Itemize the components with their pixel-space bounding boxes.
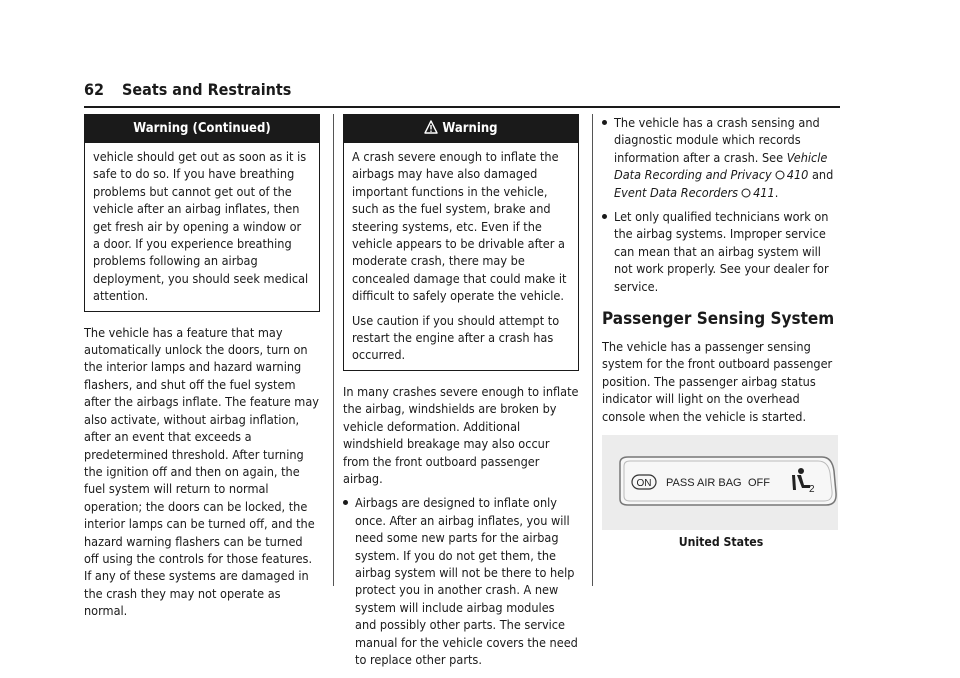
bullet-icon — [602, 214, 607, 219]
warning-triangle-icon — [424, 120, 438, 134]
column-3 — [602, 114, 840, 552]
warning-header — [344, 115, 578, 143]
page-reference-icon — [741, 188, 751, 198]
page-reference[interactable]: 411 — [753, 184, 775, 200]
cross-reference-link[interactable]: Vehicle Data Recording and Privacy — [614, 149, 828, 183]
warning-title: Warning — [442, 121, 498, 136]
column-divider — [333, 114, 334, 586]
figure-caption: United States — [678, 535, 764, 550]
warning-paragraph: vehicle should get out as soon as it is safe to do so. If you have breathing problems but cannot get out of the vehicle after an airbag inflates, then get fresh air by opening a window or a door. If you experience breathing problems following an airbag deployment, you should seek medical attention. — [93, 149, 309, 304]
pass-air-bag-label: PASS AIR BAG — [666, 477, 742, 490]
list-item: Let only qualified technicians work on the airbag systems. Improper service can mean that an airbag system will not work properly. See your dealer for service. — [602, 208, 840, 295]
column-divider — [592, 114, 593, 586]
bullet-icon — [343, 500, 348, 505]
body-paragraph: In many crashes severe enough to inflate the airbag, windshields are broken by vehicle deformation. Additional windshield breakage may also occur from the front outboard passenger airbag. — [343, 383, 579, 486]
page-reference[interactable]: 410 — [786, 167, 809, 183]
section-heading: Passenger Sensing System — [602, 309, 835, 330]
body-paragraph: The vehicle has a feature that may automatically unlock the doors, turn on the interior lamps and hazard warning flashers, and shut off the fuel system after the airbags inflate. The feature may also activate, without airbag inflation, after an event that exceeds a predetermined threshold. After turning the ignition off and then on again, the fuel system will return to normal operation; the doors can be locked, the interior lamps can be turned off, and the hazard warning flashers can be turned off using the controls for those features. If any of these systems are damaged in the crash they may not operate as normal. — [84, 324, 319, 619]
warning-paragraph: Use caution if you should attempt to restart the engine after a crash has occurred. — [352, 312, 560, 363]
warning-paragraph: A crash severe enough to inflate the airbags may have also damaged important functions in the vehicle, such as the fuel system, brake and steering systems, etc. Even if the vehicle appears to be drivable after a moderate crash, there may be concealed damage that could make it difficult to safely operate the vehicle. — [352, 149, 567, 304]
warning-body — [344, 143, 578, 370]
warning-body — [85, 143, 319, 311]
airbag-status-indicator-illustration — [602, 435, 838, 530]
bullet-list — [602, 114, 840, 295]
page-header — [84, 80, 844, 106]
warning-continued-box — [84, 114, 320, 312]
column-2 — [343, 114, 579, 675]
page-number: 62 — [84, 80, 105, 99]
list-item: The vehicle has a crash sensing and diagnostic module which records information after a crash. See Vehicle Data Recording and Privacy 410 and Event Data Recorders 411. — [602, 114, 840, 201]
warning-box — [343, 114, 579, 371]
on-label: ON — [636, 478, 652, 490]
header-rule — [84, 106, 840, 108]
bullet-icon — [602, 120, 607, 125]
off-label: OFF — [748, 477, 770, 490]
warning-continued-title: Warning (Continued) — [85, 115, 319, 143]
page-reference-icon — [775, 170, 785, 180]
seat-number: 2 — [809, 484, 815, 496]
list-item: Airbags are designed to inflate only once. After an airbag inflates, you will need some new parts for the airbag system. If you do not get them, the airbag system will not be there to help protect you in another crash. A new system will include airbag modules and possibly other parts. The service manual for the vehicle covers the need to replace other parts. — [343, 494, 579, 668]
airbag-indicator-figure — [602, 435, 838, 530]
body-paragraph: The vehicle has a passenger sensing system for the front outboard passenger position. The passenger airbag status indicator will light on the overhead console when the vehicle is started. — [602, 339, 833, 424]
column-1 — [84, 114, 320, 627]
section-title: Seats and Restraints — [122, 80, 292, 99]
bullet-list — [343, 494, 579, 668]
cross-reference-link[interactable]: Event Data Recorders — [614, 184, 739, 200]
